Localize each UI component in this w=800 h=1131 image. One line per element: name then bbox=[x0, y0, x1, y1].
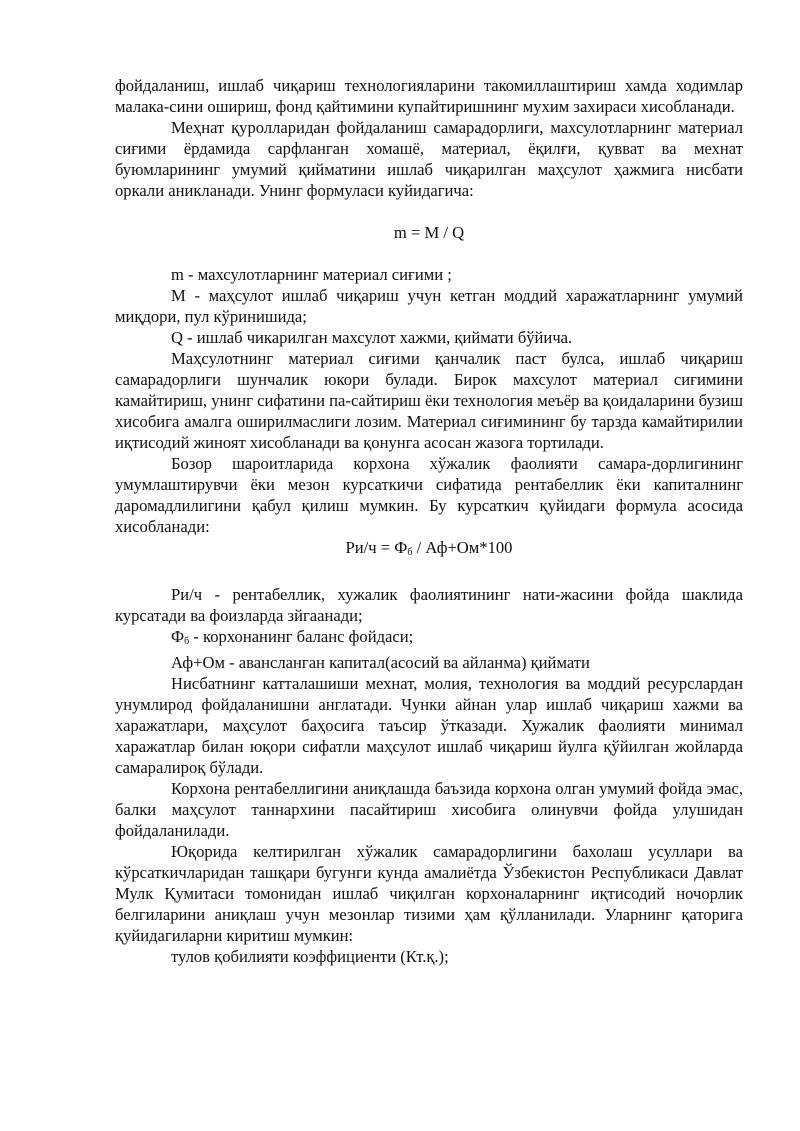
formula-profitability bbox=[115, 537, 743, 563]
list-item: тулов қобилияти коэффициенти (Кт.қ.); bbox=[171, 947, 449, 966]
document-body bbox=[115, 75, 743, 967]
formula-part: Ри/ч = Ф bbox=[345, 538, 408, 557]
definition-m: m - махсулотларнинг материал сиғими ; bbox=[171, 265, 452, 284]
paragraph: Меҳнат қуролларидан фойдаланиш самарадорлиги, махсулотларнинг материал сиғими ёрдамида сарфланган хомашё, материал, ёқилғи, қувват ва мехнат буюмларининг умумий қийматини ишлаб чиқарилган маҳсулот ҳажмига нисбати оркали аникланади. Унинг формуласи куйидагича: bbox=[115, 118, 743, 200]
paragraph: Корхона рентабеллигини аниқлашда баъзида корхона олган умумий фойда эмас, балки маҳсулот таннархини пасайтириш хисобига олинувчи фойда улушидан фойдаланилади. bbox=[115, 779, 743, 840]
definition-Q: Q - ишлаб чикарилган махсулот хажми, қиймати бўйича. bbox=[171, 328, 573, 347]
definition-balance-profit bbox=[115, 626, 743, 652]
definition-capital: Аф+Ом - авансланган капитал(асосий ва айланма) қиймати bbox=[171, 653, 590, 672]
symbol-subscript: б bbox=[184, 636, 190, 647]
paragraph: Юқорида келтирилган хўжалик самарадорлигини бахолаш усуллари ва кўрсаткичларидан ташқари бугунги кунда амалиётда Ўзбекистон Республикаси Давлат Мулк Қумитаси томонидан ишлаб чиқилган корхоналарнинг иқтисодий ночорлик белгиларини аниқлаш учун мезонлар тизими ҳам қўлланилади. Уларнинг қаторига қуйидагиларни киритиш мумкин: bbox=[115, 842, 743, 945]
formula-part: / Аф+Ом*100 bbox=[412, 538, 513, 557]
paragraph: Маҳсулотнинг материал сиғими қанчалик паст булса, ишлаб чиқариш самарадорлиги шунчалик юкори булади. Бирок махсулот материал сиғимини камайтириш, унинг сифатини па-сайтириш ёки технология меъёр ва қоидаларини бузиш хисобига амалга оширилмаслиги лозим. Материал сиғимининг бу тарзда камайтирилии иқтисодий жиноят хисобланади ва қонунга асосан жазога тортилади. bbox=[115, 349, 743, 452]
paragraph: фойдаланиш, ишлаб чиқариш технологияларини такомиллаштириш хамда ходимлар малака-сини ошириш, фонд қайтимини купайтиришнинг мухим захираси хисобланади. bbox=[115, 76, 743, 116]
definition-profitability: Ри/ч - рентабеллик, хужалик фаолиятининг нати-жасини фойда шаклида курсатади ва фоизларда зйгаанади; bbox=[115, 585, 743, 625]
paragraph: Бозор шароитларида корхона хўжалик фаолияти самара-дорлигининг умумлаштирувчи ёки мезон курсаткичи сифатида рентабеллик ёки капиталнинг даромадлилигини қабул қилиш мумкин. Бу курсаткич қуйидаги формула асосида хисобланади: bbox=[115, 454, 743, 536]
formula-subscript: б bbox=[407, 547, 413, 558]
paragraph: Нисбатнинг катталашиши мехнат, молия, технология ва моддий ресурслардан унумлирод фойдаланишни англатади. Чунки айнан улар ишлаб чиқариш хажми ва харажатлари, маҳсулот баҳосига таъсир ўтказади. Хужалик фаолияти минимал харажатлар билан юқори сифатли маҳсулот ишлаб чиқариш йулга қўйилган жойларда самаралироқ бўлади. bbox=[115, 674, 743, 777]
definition-M: M - маҳсулот ишлаб чиқариш учун кетган моддий харажатларнинг умумий миқдори, пул кўринишида; bbox=[115, 286, 743, 326]
symbol: Ф bbox=[171, 627, 185, 646]
definition-text: - корхонанинг баланс фойдаси; bbox=[189, 627, 414, 646]
formula-material-intensity: m = M / Q bbox=[393, 223, 465, 242]
